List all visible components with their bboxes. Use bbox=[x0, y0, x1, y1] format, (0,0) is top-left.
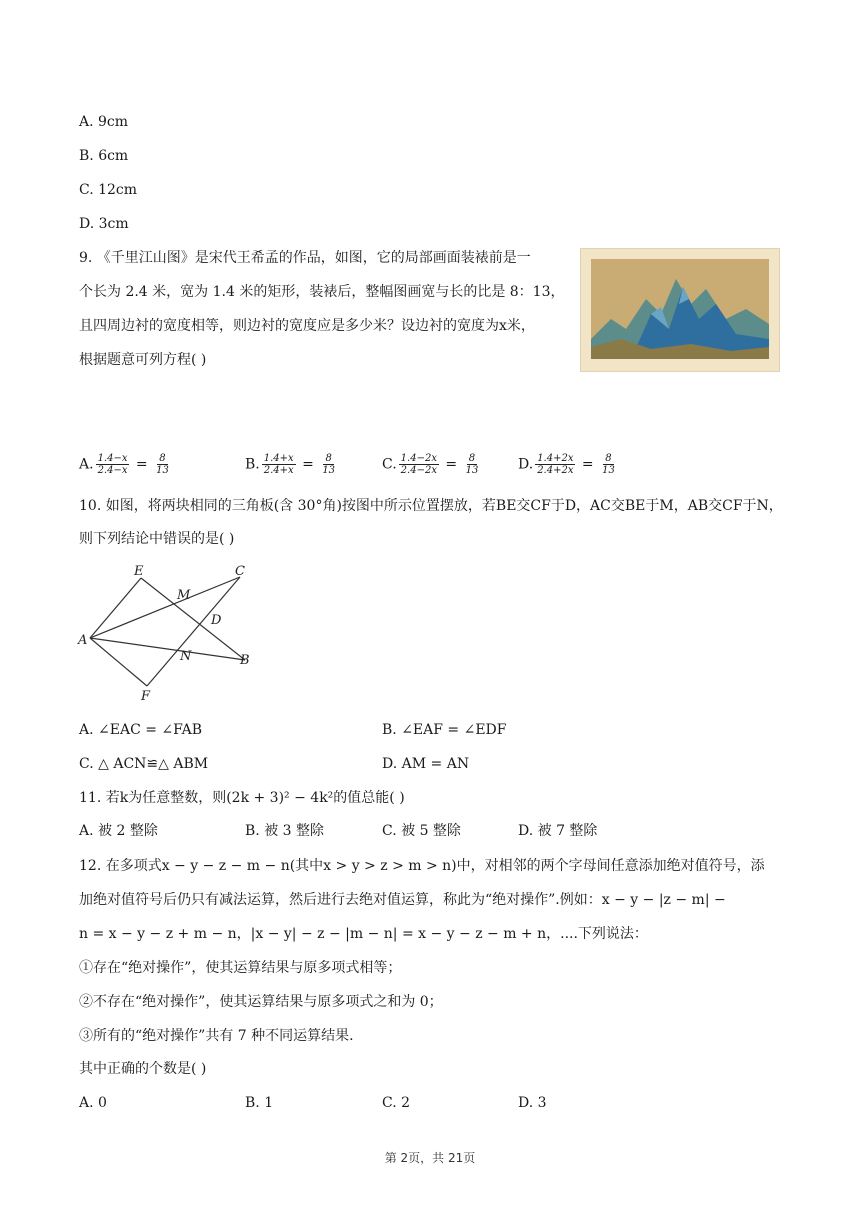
q12-text-line3: n = x − y − z + m − n，|x − y| − z − |m − n| = x − y − z − m + n，....下列说法： bbox=[79, 926, 648, 942]
q10-option-a: A. ∠EAC = ∠FAB bbox=[79, 722, 203, 738]
label-d: D bbox=[211, 613, 222, 628]
q11-option-d: D. 被 7 整除 bbox=[518, 823, 598, 839]
q10-option-b: B. ∠EAF = ∠EDF bbox=[382, 722, 507, 738]
q11-option-a: A. 被 2 整除 bbox=[79, 823, 158, 839]
q9-text-line1: 9. 《千里江山图》是宋代王希孟的作品，如图，它的局部画面装裱前是一 bbox=[79, 250, 531, 266]
segment-ae bbox=[90, 578, 141, 638]
segment-ac bbox=[90, 577, 240, 638]
q12-option-a: A. 0 bbox=[79, 1095, 107, 1111]
q8-option-a: A. 9cm bbox=[79, 114, 129, 130]
page-footer: 第 2页，共 21页 bbox=[384, 1151, 476, 1165]
q8-option-d: D. 3cm bbox=[79, 216, 129, 232]
q12-statement-3: ③所有的“绝对操作”共有 7 种不同运算结果. bbox=[79, 1028, 354, 1044]
q12-text-line1: 12. 在多项式x − y − z − m − n(其中x > y > z > m > n)中，对相邻的两个字母间任意添加绝对值符号，添 bbox=[79, 858, 765, 874]
q12-option-d: D. 3 bbox=[518, 1095, 547, 1111]
label-n: N bbox=[180, 649, 192, 664]
q10-text-line2: 则下列结论中错误的是( ) bbox=[79, 531, 235, 547]
label-e: E bbox=[134, 564, 144, 579]
q11-text: 11. 若k为任意整数，则(2k + 3)² − 4k²的值总能( ) bbox=[79, 790, 405, 806]
q12-option-c: C. 2 bbox=[382, 1095, 411, 1111]
q12-text-line2: 加绝对值符号后仍只有减法运算，然后进行去绝对值运算，称此为“绝对操作”.例如：x − y − |z − m| − bbox=[79, 892, 726, 908]
q10-option-c: C. △ ACN≌△ ABM bbox=[79, 756, 209, 772]
q11-option-b: B. 被 3 整除 bbox=[245, 823, 324, 839]
q9-option-a: A. $\frac{1.4-x}{2.4-x}$ = $\frac{8}{13}$ bbox=[79, 453, 169, 476]
landscape-painting-image bbox=[581, 249, 779, 371]
label-m: M bbox=[177, 588, 191, 603]
label-a: A bbox=[78, 633, 88, 648]
mountain-landscape bbox=[591, 259, 769, 359]
q9-text-line2: 个长为 2.4 米，宽为 1.4 米的矩形，装裱后，整幅图画宽与长的比是 8：13， bbox=[79, 284, 565, 300]
q10-option-d: D. AM = AN bbox=[382, 756, 470, 772]
q9-option-b: B. $\frac{1.4+x}{2.4+x}$ = $\frac{8}{13}$ bbox=[245, 453, 336, 476]
label-c: C bbox=[235, 564, 245, 579]
q12-statement-1: ①存在“绝对操作”，使其运算结果与原多项式相等； bbox=[79, 960, 402, 976]
triangle-diagram bbox=[74, 560, 264, 706]
label-f: F bbox=[141, 689, 151, 704]
q9-option-c: C. $\frac{1.4-2x}{2.4-2x}$ = $\frac{8}{13}$ bbox=[382, 453, 479, 476]
label-b: B bbox=[240, 653, 250, 668]
q8-option-b: B. 6cm bbox=[79, 148, 129, 164]
q9-text-line4: 根据题意可列方程( ) bbox=[79, 352, 207, 368]
q11-option-c: C. 被 5 整除 bbox=[382, 823, 461, 839]
q12-statement-2: ②不存在“绝对操作”，使其运算结果与原多项式之和为 0； bbox=[79, 994, 443, 1010]
q9-text-line3: 且四周边衬的宽度相等，则边衬的宽度应是多少米？设边衬的宽度为x米， bbox=[79, 318, 535, 334]
q12-option-b: B. 1 bbox=[245, 1095, 274, 1111]
q8-option-c: C. 12cm bbox=[79, 182, 138, 198]
q12-ask: 其中正确的个数是( ) bbox=[79, 1061, 207, 1077]
q9-option-d: D. $\frac{1.4+2x}{2.4+2x}$ = $\frac{8}{13}$ bbox=[518, 453, 615, 476]
q10-text-line1: 10. 如图，将两块相同的三角板(含 30°角)按图中所示位置摆放，若BE交CF于D，AC交BE于M，AB交CF于N， bbox=[79, 498, 783, 514]
